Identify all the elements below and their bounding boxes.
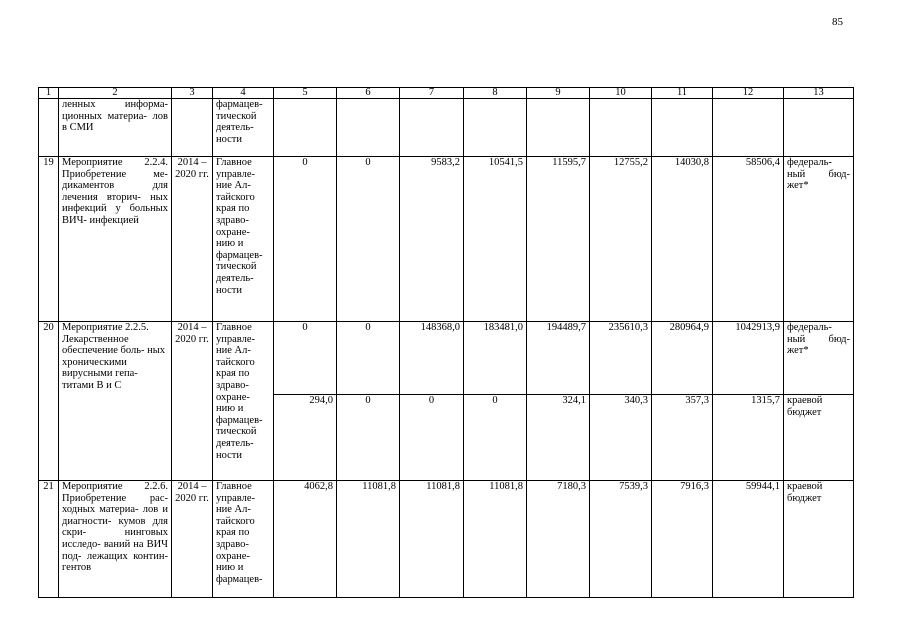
- table-row-20: [39, 322, 854, 395]
- header-cell: 12: [713, 88, 784, 99]
- funding-source-cell: краевой бюджет: [784, 481, 854, 598]
- value-cell: 148368,0: [400, 322, 464, 395]
- value-cell: 1315,7: [713, 395, 784, 481]
- value-cell: 0: [274, 322, 337, 395]
- funding-source-cell: краевой бюджет: [784, 395, 854, 481]
- value-cell: 10541,5: [464, 157, 527, 322]
- page-number: 85: [832, 16, 843, 28]
- measure-name-cell: Мероприятие 2.2.4. Приобретение ме- дикаментов для лечения вторич- ных инфекций у больных ВИЧ- инфекцией: [59, 157, 172, 322]
- executor-cell: Главное управле- ние Ал- тайского края по здраво- охране- нию и фармацев- тической деятель- ности: [213, 322, 274, 481]
- value-cell: 58506,4: [713, 157, 784, 322]
- header-cell: 7: [400, 88, 464, 99]
- value-cell: 280964,9: [652, 322, 713, 395]
- funding-source-cell: федераль- ный бюд- жет*: [784, 322, 854, 395]
- value-cell: 11081,8: [464, 481, 527, 598]
- value-cell: 183481,0: [464, 322, 527, 395]
- table-row-19: [39, 157, 854, 322]
- header-cell: 8: [464, 88, 527, 99]
- measure-name-cell: Мероприятие 2.2.5. Лекарственное обеспечение боль- ных хроническими вирусными гепа- титами В и С: [59, 322, 172, 481]
- header-row: [39, 88, 854, 99]
- header-cell: 11: [652, 88, 713, 99]
- header-cell: 10: [590, 88, 652, 99]
- period-cell: 2014 – 2020 гг.: [172, 481, 213, 598]
- value-cell: 4062,8: [274, 481, 337, 598]
- executor-cell: Главное управле- ние Ал- тайского края по здраво- охране- нию и фармацев- тической деятель- ности: [213, 157, 274, 322]
- value-cell: 0: [400, 395, 464, 481]
- period-cell: 2014 – 2020 гг.: [172, 322, 213, 481]
- row-number: 20: [39, 322, 59, 481]
- value-cell: 357,3: [652, 395, 713, 481]
- header-cell: 1: [39, 88, 59, 99]
- value-cell: 11081,8: [337, 481, 400, 598]
- value-cell: 59944,1: [713, 481, 784, 598]
- value-cell: 7180,3: [527, 481, 590, 598]
- executor-cell: Главное управле- ние Ал- тайского края по здраво- охране- нию и фармацев-: [213, 481, 274, 598]
- row-number: 21: [39, 481, 59, 598]
- header-cell: 3: [172, 88, 213, 99]
- header-cell: 2: [59, 88, 172, 99]
- value-cell: 235610,3: [590, 322, 652, 395]
- value-cell: 12755,2: [590, 157, 652, 322]
- program-table: [38, 87, 854, 598]
- value-cell: 7916,3: [652, 481, 713, 598]
- measure-name-cell: Мероприятие 2.2.6. Приобретение рас- ходных материа- лов и диагности- кумов для скри- нинговых исследо- ваний на ВИЧ под- лежащих контин- гентов: [59, 481, 172, 598]
- value-cell: 7539,3: [590, 481, 652, 598]
- value-cell: 294,0: [274, 395, 337, 481]
- value-cell: 324,1: [527, 395, 590, 481]
- header-cell: 6: [337, 88, 400, 99]
- value-cell: 1042913,9: [713, 322, 784, 395]
- value-cell: 11595,7: [527, 157, 590, 322]
- value-cell: 9583,2: [400, 157, 464, 322]
- header-cell: 9: [527, 88, 590, 99]
- table-row-continuation: [39, 99, 854, 157]
- funding-source-cell: федераль- ный бюд- жет*: [784, 157, 854, 322]
- value-cell: 0: [274, 157, 337, 322]
- value-cell: 14030,8: [652, 157, 713, 322]
- header-cell: 4: [213, 88, 274, 99]
- header-cell: 13: [784, 88, 854, 99]
- period-cell: 2014 – 2020 гг.: [172, 157, 213, 322]
- value-cell: 0: [337, 322, 400, 395]
- header-cell: 5: [274, 88, 337, 99]
- value-cell: 0: [337, 395, 400, 481]
- value-cell: 11081,8: [400, 481, 464, 598]
- measure-name-cell: ленных информа- ционных материа- лов в СМИ: [59, 99, 172, 157]
- value-cell: 194489,7: [527, 322, 590, 395]
- table-row-21: [39, 481, 854, 598]
- value-cell: 340,3: [590, 395, 652, 481]
- value-cell: 0: [464, 395, 527, 481]
- executor-cell: фармацев- тической деятель- ности: [213, 99, 274, 157]
- value-cell: 0: [337, 157, 400, 322]
- row-number: 19: [39, 157, 59, 322]
